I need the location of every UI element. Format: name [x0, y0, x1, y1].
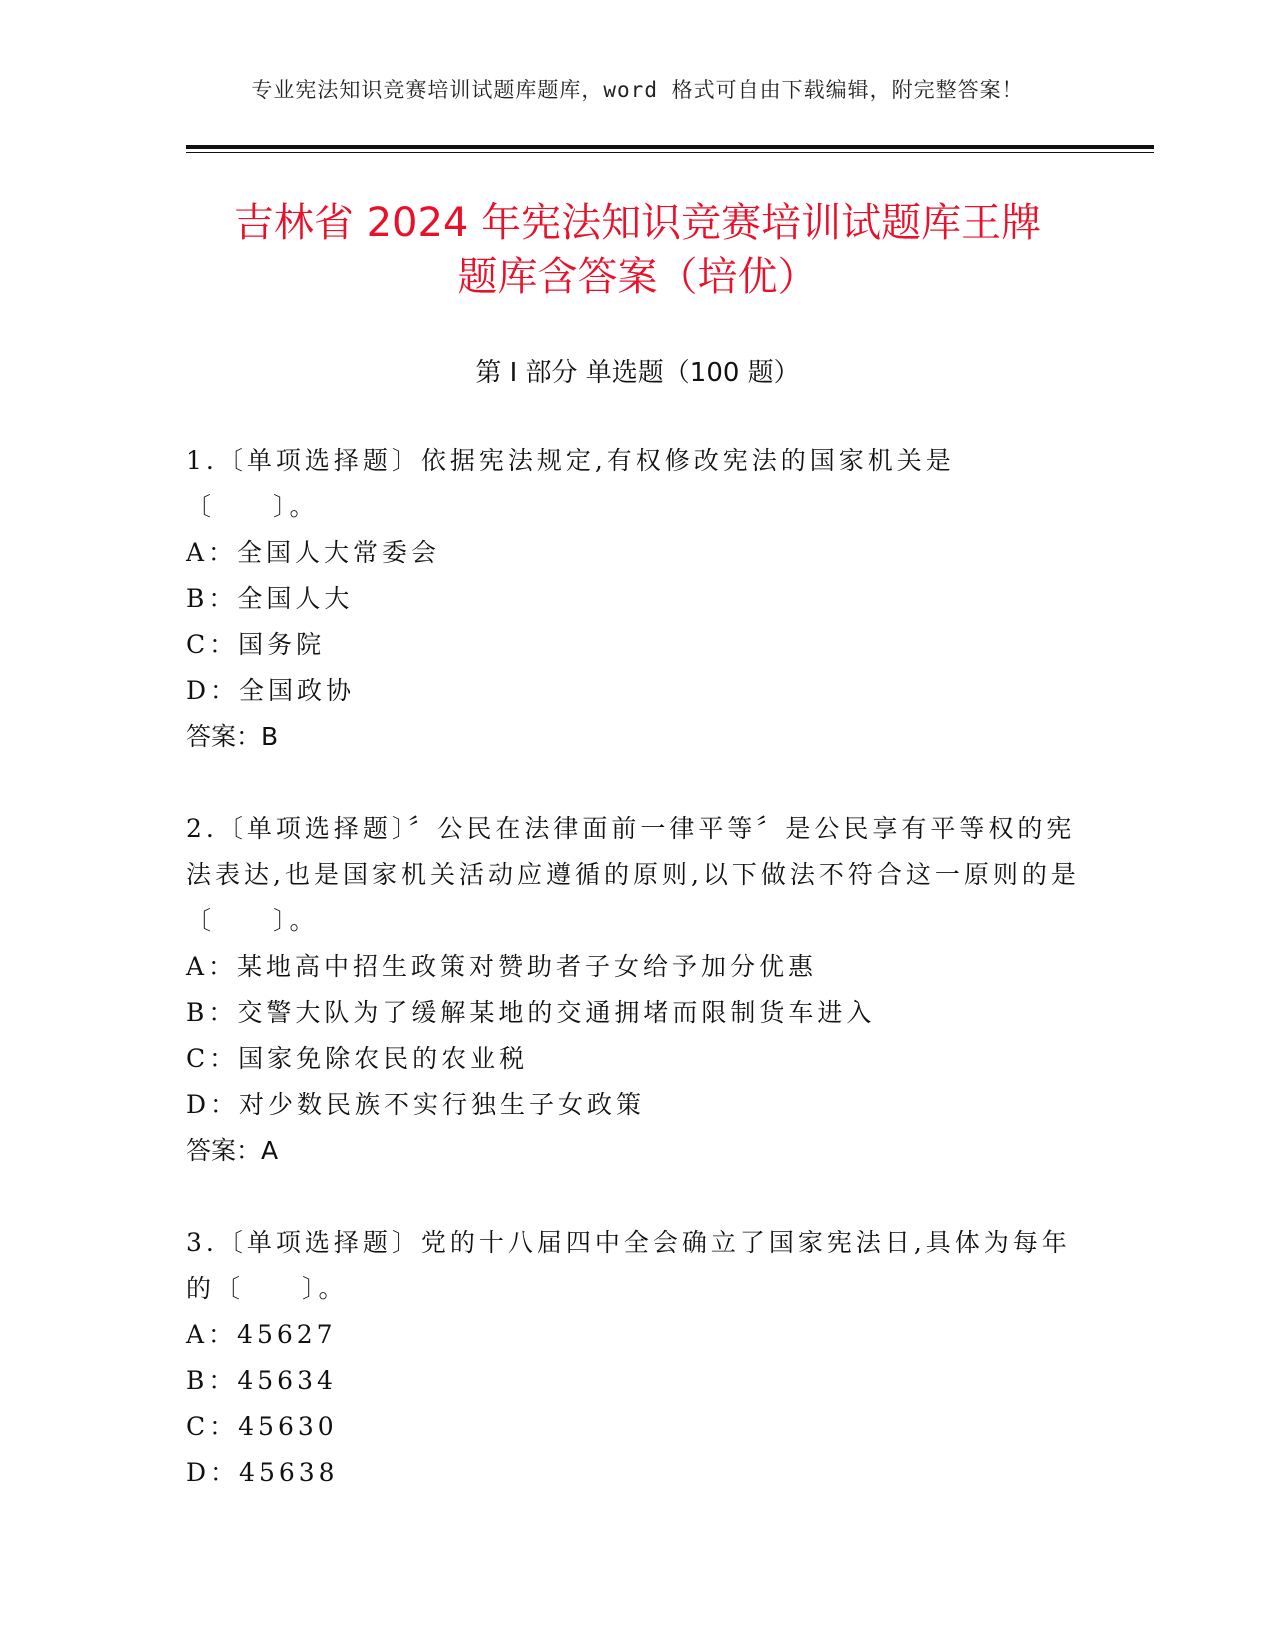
- option-b: B：全国人大: [186, 584, 354, 613]
- header-rule-thin: [186, 152, 1154, 153]
- option-c: C：45630: [186, 1412, 338, 1441]
- question-1: [186, 438, 1086, 760]
- answer-line: 答案：A: [186, 1136, 279, 1165]
- question-list: [186, 438, 1086, 1542]
- question-2: [186, 806, 1086, 1174]
- option-d: D：45638: [186, 1458, 339, 1487]
- option-d: D：对少数民族不实行独生子女政策: [186, 1090, 646, 1119]
- option-b: B：交警大队为了缓解某地的交通拥堵而限制货车进入: [186, 998, 876, 1027]
- header-rule-thick: [186, 145, 1154, 149]
- document-title: [160, 196, 1115, 304]
- option-d: D：全国政协: [186, 676, 356, 705]
- question-stem: 3.〔单项选择题〕党的十八届四中全会确立了国家宪法日,具体为每年的〔 〕。: [186, 1228, 1071, 1303]
- question-stem: 2.〔单项选择题〕〞公民在法律面前一律平等〞是公民享有平等权的宪法表达,也是国家机关活动应遵循的原则,以下做法不符合这一原则的是〔 〕。: [186, 814, 1080, 935]
- option-a: A：某地高中招生政策对赞助者子女给予加分优惠: [186, 952, 818, 981]
- option-c: C：国务院: [186, 630, 326, 659]
- answer-line: 答案：B: [186, 722, 279, 751]
- option-c: C：国家免除农民的农业税: [186, 1044, 529, 1073]
- question-3: [186, 1220, 1086, 1496]
- title-line-2: 题库含答案（培优）: [457, 254, 818, 300]
- option-a: A：45627: [186, 1320, 337, 1349]
- title-line-1: 吉林省 2024 年宪法知识竞赛培训试题库王牌: [233, 200, 1042, 246]
- header-note: 专业宪法知识竞赛培训试题库题库，word 格式可自由下载编辑，附完整答案！: [251, 78, 1024, 102]
- option-a: A：全国人大常委会: [186, 538, 441, 567]
- option-b: B：45634: [186, 1366, 337, 1395]
- section-heading: 第 I 部分 单选题（100 题）: [475, 358, 800, 388]
- question-stem: 1.〔单项选择题〕依据宪法规定,有权修改宪法的国家机关是〔 〕。: [186, 446, 955, 521]
